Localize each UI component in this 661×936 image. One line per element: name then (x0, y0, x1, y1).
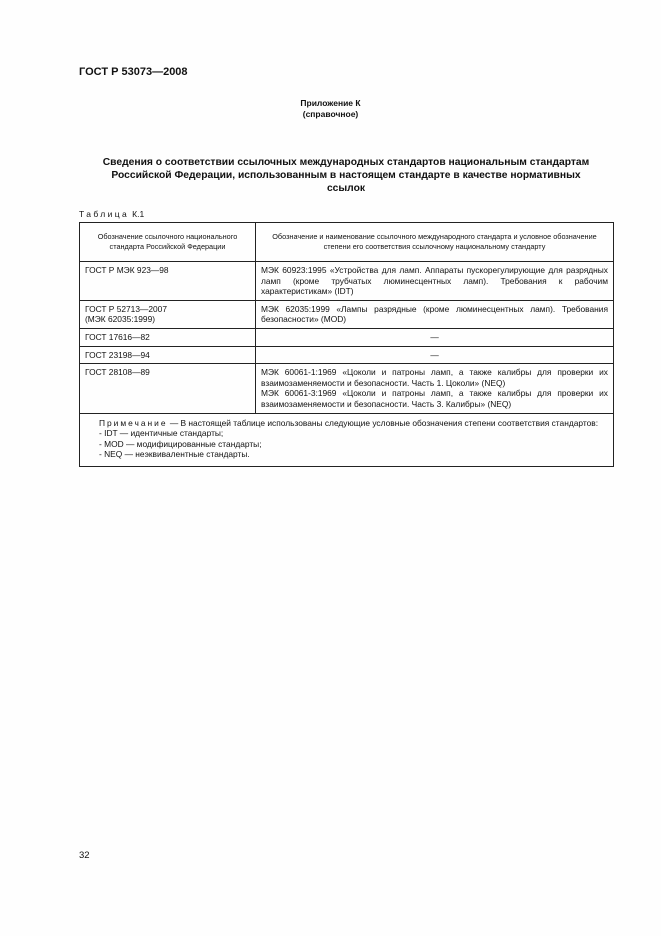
note-item: - IDT — идентичные стандарты; (99, 428, 224, 439)
appendix-type: (справочное) (302, 109, 359, 119)
table-row (80, 346, 614, 364)
table-note-row (80, 413, 614, 466)
table-caption-word: Таблица (79, 209, 130, 219)
page-number: 32 (79, 850, 90, 861)
document-code: ГОСТ Р 53073—2008 (79, 66, 188, 78)
cell-international: — (256, 346, 614, 364)
cell-international-part: МЭК 60061-3:1969 «Цоколи и патроны ламп, а также калибры для проверки их взаимозаменяемости и безопасности. Часть 3. Калибры» (NEQ) (261, 388, 608, 409)
section-title (80, 156, 612, 195)
note-label: Примечание (99, 417, 168, 428)
header-national: Обозначение ссылочного национального стандарта Российской Федерации (80, 223, 256, 262)
title-line-1: Сведения о соответствии ссылочных международных стандартов национальным стандартам (102, 157, 590, 168)
cell-national (80, 300, 256, 328)
appendix-label: Приложение К (300, 98, 361, 108)
standards-table (79, 222, 614, 467)
cell-international (256, 364, 614, 413)
cell-international: МЭК 60923:1995 «Устройства для ламп. Аппараты пускорегулирующие для разрядных ламп (кроме трубчатых люминесцентных ламп). Требования к рабочим характеристикам» (IDT) (256, 262, 614, 301)
cell-national: ГОСТ 23198—94 (80, 346, 256, 364)
cell-national-line: (МЭК 62035:1999) (85, 314, 156, 325)
table-caption (79, 209, 144, 219)
cell-international-part: МЭК 60061-1:1969 «Цоколи и патроны ламп, а также калибры для проверки их взаимозаменяемости и безопасности. Часть 1. Цоколи» (NEQ) (261, 367, 608, 388)
note-item: - NEQ — неэквивалентные стандарты. (99, 449, 250, 460)
cell-national: ГОСТ 28108—89 (80, 364, 256, 413)
table-row (80, 328, 614, 346)
cell-national-line: ГОСТ Р 52713—2007 (85, 303, 167, 314)
table-header-row (80, 223, 614, 262)
cell-international: МЭК 62035:1999 «Лампы разрядные (кроме люминесцентных ламп). Требования безопасности» (MOD) (256, 300, 614, 328)
cell-national: ГОСТ 17616—82 (80, 328, 256, 346)
table-caption-number: К.1 (132, 209, 145, 219)
table-row (80, 364, 614, 413)
cell-international: — (256, 328, 614, 346)
note-text: — В настоящей таблице использованы следующие условные обозначения степени соответствия стандартов: (169, 417, 599, 428)
title-line-3: ссылок (326, 183, 366, 194)
table-note (80, 413, 614, 466)
note-item: - MOD — модифицированные стандарты; (99, 438, 262, 449)
table-row (80, 300, 614, 328)
header-international: Обозначение и наименование ссылочного международного стандарта и условное обозначение степени его соответствия ссылочному национальному стандарту (256, 223, 614, 262)
cell-national: ГОСТ Р МЭК 923—98 (80, 262, 256, 301)
appendix-heading (0, 98, 661, 120)
title-line-2: Российской Федерации, использованным в настоящем стандарте в качестве нормативных (111, 170, 581, 181)
table-row (80, 262, 614, 301)
